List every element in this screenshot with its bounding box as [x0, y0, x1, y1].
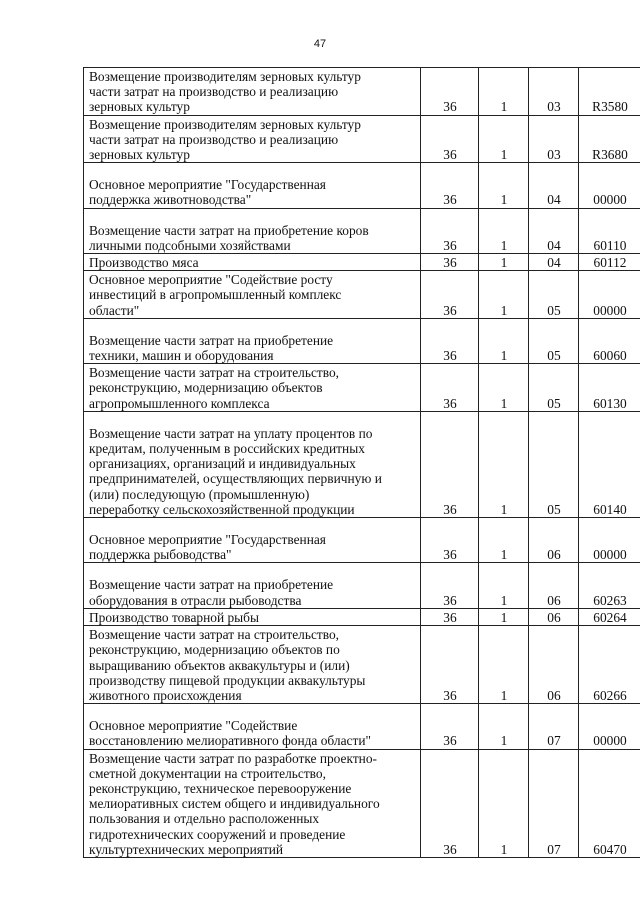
row-subsection-code: 04: [547, 237, 561, 253]
row-subsection-code: 03: [547, 147, 561, 163]
row-target-code-cell: [579, 608, 640, 625]
row-target-code-cell: [579, 68, 640, 116]
table-row: [84, 68, 640, 116]
table-row: [84, 563, 640, 608]
row-target-code-cell: [579, 208, 640, 253]
row-admin-code: 36: [443, 547, 457, 563]
row-subsection-code: 03: [547, 99, 561, 115]
row-admin-code: 36: [443, 733, 457, 749]
row-admin-code-cell: [421, 626, 479, 704]
row-section-code: 1: [500, 733, 508, 749]
row-subsection-code-cell: [529, 749, 579, 857]
page-number: 47: [313, 38, 327, 50]
row-target-code: 60140: [593, 501, 627, 517]
row-description: Возмещение производителям зерновых культур части затрат на производство и реализацию зерновых культур: [89, 116, 361, 163]
row-target-code-cell: [579, 254, 640, 271]
row-admin-code: 36: [443, 395, 457, 411]
row-description-cell: [84, 563, 421, 608]
row-subsection-code-cell: [529, 626, 579, 704]
row-target-code: 60110: [593, 237, 627, 253]
table-row: [84, 518, 640, 563]
table-row: [84, 254, 640, 271]
row-target-code: R3580: [592, 99, 628, 115]
row-subsection-code-cell: [529, 318, 579, 363]
row-target-code-cell: [579, 115, 640, 163]
row-subsection-code-cell: [529, 704, 579, 749]
row-target-code: 00000: [593, 192, 627, 208]
table-row: [84, 208, 640, 253]
row-admin-code: 36: [443, 255, 457, 271]
row-description: Возмещение части затрат на приобретение оборудования в отрасли рыбоводства: [89, 577, 334, 608]
row-section-code-cell: [479, 563, 529, 608]
row-section-code: 1: [500, 237, 508, 253]
row-description-cell: [84, 318, 421, 363]
row-admin-code: 36: [443, 348, 457, 364]
row-section-code-cell: [479, 704, 529, 749]
table-row: [84, 608, 640, 625]
row-admin-code-cell: [421, 271, 479, 319]
row-subsection-code: 05: [547, 395, 561, 411]
row-subsection-code-cell: [529, 608, 579, 625]
row-subsection-code-cell: [529, 364, 579, 412]
row-section-code-cell: [479, 254, 529, 271]
row-admin-code: 36: [443, 687, 457, 703]
row-target-code: 60470: [593, 841, 627, 857]
row-subsection-code: 06: [547, 547, 561, 563]
row-section-code: 1: [500, 841, 508, 857]
row-target-code: 60130: [593, 395, 627, 411]
row-admin-code-cell: [421, 518, 479, 563]
row-admin-code: 36: [443, 592, 457, 608]
row-section-code-cell: [479, 364, 529, 412]
row-admin-code-cell: [421, 115, 479, 163]
row-description: Производство товарной рыбы: [89, 609, 259, 625]
row-subsection-code-cell: [529, 518, 579, 563]
table-row: [84, 318, 640, 363]
row-admin-code: 36: [443, 609, 457, 625]
table-row: [84, 411, 640, 517]
row-admin-code: 36: [443, 501, 457, 517]
row-admin-code-cell: [421, 411, 479, 517]
row-target-code-cell: [579, 563, 640, 608]
row-admin-code: 36: [443, 192, 457, 208]
row-description-cell: [84, 704, 421, 749]
row-target-code: 60263: [593, 592, 627, 608]
row-target-code: 60112: [593, 255, 627, 271]
row-description: Возмещение производителям зерновых культур части затрат на производство и реализацию зерновых культур: [89, 69, 361, 115]
row-description-cell: [84, 608, 421, 625]
row-section-code-cell: [479, 271, 529, 319]
table-row: [84, 704, 640, 749]
table-row: [84, 364, 640, 412]
row-section-code: 1: [500, 302, 508, 318]
row-section-code: 1: [500, 99, 508, 115]
row-description-cell: [84, 411, 421, 517]
row-target-code: 60060: [593, 348, 627, 364]
row-description-cell: [84, 163, 421, 208]
row-target-code-cell: [579, 271, 640, 319]
row-description: Основное мероприятие "Содействие восстановлению мелиоративного фонда области": [89, 718, 371, 749]
row-admin-code-cell: [421, 163, 479, 208]
row-description: Основное мероприятие "Государственная поддержка животноводства": [89, 177, 326, 208]
row-subsection-code-cell: [529, 68, 579, 116]
row-subsection-code-cell: [529, 115, 579, 163]
row-section-code: 1: [500, 687, 508, 703]
row-section-code-cell: [479, 68, 529, 116]
row-description: Возмещение части затрат на приобретение техники, машин и оборудования: [89, 332, 334, 364]
row-subsection-code-cell: [529, 271, 579, 319]
row-section-code: 1: [500, 592, 508, 608]
table-row: [84, 749, 640, 857]
row-target-code-cell: [579, 518, 640, 563]
row-section-code-cell: [479, 626, 529, 704]
row-target-code-cell: [579, 318, 640, 363]
table-row: [84, 626, 640, 704]
row-description: Возмещение части затрат на строительство, реконструкцию, модернизацию объектов по выращиванию объектов аквакультуры и (или) производству пищевой продукции аквакультуры животного происхождения: [89, 627, 366, 703]
row-subsection-code: 04: [547, 192, 561, 208]
row-admin-code-cell: [421, 318, 479, 363]
row-subsection-code: 05: [547, 348, 561, 364]
row-section-code-cell: [479, 608, 529, 625]
row-description-cell: [84, 115, 421, 163]
row-section-code-cell: [479, 208, 529, 253]
row-subsection-code: 06: [547, 687, 561, 703]
row-section-code-cell: [479, 318, 529, 363]
row-subsection-code-cell: [529, 163, 579, 208]
row-description-cell: [84, 749, 421, 857]
row-target-code-cell: [579, 626, 640, 704]
row-subsection-code: 05: [547, 302, 561, 318]
row-description: Возмещение части затрат по разработке проектно- сметной документации на строительство, реконструкцию, техническое перевооружение мелиоративных систем общего и индивидуального пользования и отдельно расположенных гидротехнических сооружений и проведение культуртехнических мероприятий: [89, 750, 380, 857]
table-row: [84, 271, 640, 319]
row-subsection-code-cell: [529, 563, 579, 608]
row-description-cell: [84, 626, 421, 704]
row-section-code-cell: [479, 518, 529, 563]
row-admin-code-cell: [421, 254, 479, 271]
row-section-code: 1: [500, 255, 508, 271]
row-description-cell: [84, 254, 421, 271]
row-target-code-cell: [579, 749, 640, 857]
row-section-code: 1: [500, 147, 508, 163]
row-description-cell: [84, 518, 421, 563]
row-admin-code: 36: [443, 99, 457, 115]
row-admin-code-cell: [421, 704, 479, 749]
row-section-code: 1: [500, 547, 508, 563]
row-subsection-code: 07: [547, 841, 561, 857]
table-body: [84, 68, 640, 858]
row-section-code: 1: [500, 192, 508, 208]
row-admin-code-cell: [421, 364, 479, 412]
row-description-cell: [84, 271, 421, 319]
row-section-code: 1: [500, 348, 508, 364]
row-target-code-cell: [579, 163, 640, 208]
row-description: Производство мяса: [89, 255, 199, 271]
row-section-code: 1: [500, 395, 508, 411]
row-target-code: 00000: [593, 547, 627, 563]
row-admin-code: 36: [443, 302, 457, 318]
row-subsection-code: 06: [547, 609, 561, 625]
row-description: Основное мероприятие "Содействие росту инвестиций в агропромышленный комплекс области": [89, 272, 342, 318]
row-subsection-code-cell: [529, 254, 579, 271]
row-target-code-cell: [579, 364, 640, 412]
row-subsection-code: 05: [547, 501, 561, 517]
row-description: Возмещение части затрат на приобретение коров личными подсобными хозяйствами: [89, 222, 369, 253]
row-target-code: 60266: [593, 687, 627, 703]
table-row: [84, 163, 640, 208]
row-admin-code-cell: [421, 608, 479, 625]
row-subsection-code-cell: [529, 411, 579, 517]
row-section-code-cell: [479, 115, 529, 163]
row-description-cell: [84, 364, 421, 412]
budget-classification-table: [83, 67, 640, 858]
table-row: [84, 115, 640, 163]
row-subsection-code: 06: [547, 592, 561, 608]
row-description-cell: [84, 68, 421, 116]
row-target-code-cell: [579, 704, 640, 749]
row-target-code: 00000: [593, 733, 627, 749]
row-target-code: 60264: [593, 609, 627, 625]
row-admin-code-cell: [421, 208, 479, 253]
row-admin-code-cell: [421, 563, 479, 608]
row-section-code-cell: [479, 411, 529, 517]
row-section-code-cell: [479, 163, 529, 208]
row-section-code: 1: [500, 609, 508, 625]
row-subsection-code-cell: [529, 208, 579, 253]
row-admin-code: 36: [443, 841, 457, 857]
row-target-code-cell: [579, 411, 640, 517]
row-description-cell: [84, 208, 421, 253]
row-admin-code: 36: [443, 237, 457, 253]
row-subsection-code: 07: [547, 733, 561, 749]
row-admin-code: 36: [443, 147, 457, 163]
row-description: Возмещение части затрат на строительство, реконструкцию, модернизацию объектов агропромышленного комплекса: [89, 365, 340, 411]
row-section-code-cell: [479, 749, 529, 857]
row-target-code: R3680: [592, 147, 628, 163]
row-description: Основное мероприятие "Государственная поддержка рыбоводства": [89, 532, 326, 563]
row-admin-code-cell: [421, 68, 479, 116]
row-section-code: 1: [500, 501, 508, 517]
row-target-code: 00000: [593, 302, 627, 318]
row-subsection-code: 04: [547, 255, 561, 271]
row-description: Возмещение части затрат на уплату процентов по кредитам, полученным в российских кредитных организациях, организаций и индивидуальных предпринимателей, осуществляющих первичную и (или) последующую (промышленную) переработку сельскохозяйственной продукции: [89, 425, 382, 517]
row-admin-code-cell: [421, 749, 479, 857]
